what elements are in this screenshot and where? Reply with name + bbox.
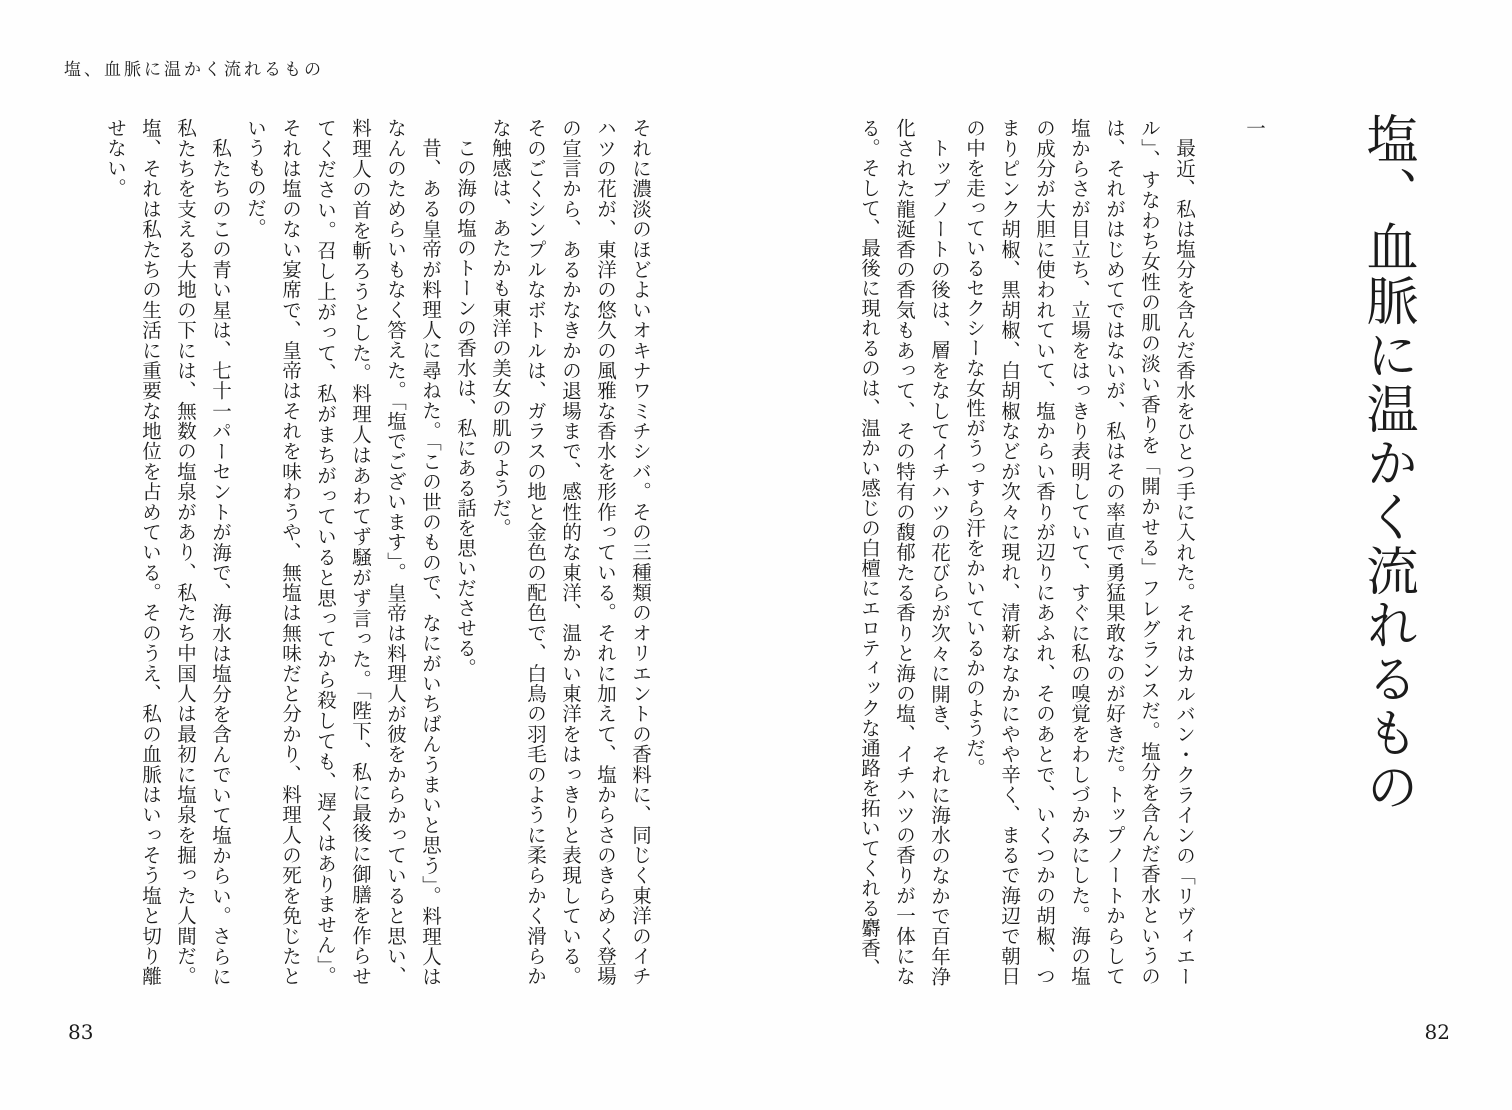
left-page-body: [98, 118, 658, 986]
paragraph: 昔、ある皇帝が料理人に尋ねた。「この世のもので、なにがいちばんうまいと思う」。料理人はなんのためらいもなく答えた。「塩でございます」。皇帝は料理人が彼をからかっていると思い、料理人の首を斬ろうとした。料理人はあわてず騒がず言った。「陛下、私に最後に御膳を作らせてください。召し上がって、私がまちがっていると思ってから殺しても、遅くはありません」。それは塩のない宴席で、皇帝はそれを味わうや、無塩は無味だと分かり、料理人の死を免じたというものだ。: [244, 118, 442, 987]
page-number-left: 83: [68, 1020, 94, 1044]
paragraph: それに濃淡のほどよいオキナワミチシバ。その三種類のオリエントの香料に、同じく東洋のイチハツの花が、東洋の悠久の風雅な香水を形作っている。それに加えて、塩からさのきらめく登場の宣言から、あるかなきかの退場まで、感性的な東洋、温かい東洋をはっきりと表現している。そのごくシンプルなボトルは、ガラスの地と金色の配色で、白鳥の羽毛のように柔らかく滑らかな触感は、あたかも東洋の美女の肌のようだ。: [489, 118, 652, 987]
paragraph: この海の塩のトーンの香水は、私にある話を思いださせる。: [454, 137, 477, 678]
page-number-right: 82: [1424, 1020, 1450, 1044]
chapter-title: 塩、血脈に温かく流れるもの: [1357, 112, 1417, 814]
right-page-body: [852, 118, 1272, 986]
running-header: 塩、血脈に温かく流れるもの: [64, 60, 324, 80]
paragraph: 最近、私は塩分を含んだ香水をひとつ手に入れた。それはカルバン・クラインの「リヴィエール」、すなわち女性の肌の淡い香りを「開かせる」フレグランスだ。塩分を含んだ香水というのは、それがはじめてではないが、私はその率直で勇猛果敢なのが好きだ。トップノートからして塩からさが目立ち、立場をはっきり表明していて、すぐに私の嗅覚をわしづかみにした。海の塩の成分が大胆に使われていて、塩からい香りが辺りにあふれ、そのあとで、いくつかの胡椒、つまりピンク胡椒、黒胡椒、白胡椒などが次々に現れ、清新ななかにやや辛く、まるで海辺で朝日の中を走っているセクシーな女性がうっすら汗をかいているかのようだ。: [963, 118, 1196, 987]
paragraph: 私たちのこの青い星は、七十一パーセントが海で、海水は塩分を含んでいて塩からい。さらに私たちを支える大地の下には、無数の塩泉があり、私たち中国人は最初に塩泉を掘った人間だ。塩、それは私たちの生活に重要な地位を占めている。そのうえ、私の血脈はいっそう塩と切り離せない。: [104, 118, 232, 987]
paragraph: トップノートの後は、層をなしてイチハツの花びらが次々に開き、それに海水のなかで百年浄化された龍涎香の香気もあって、その特有の馥郁たる香りと海の塩、イチハツの香りが一体になる。そして、最後に現れるのは、温かい感じの白檀にエロティックな通路を拓いてくれる麝香、: [858, 118, 951, 987]
section-number: 一: [1243, 118, 1266, 138]
